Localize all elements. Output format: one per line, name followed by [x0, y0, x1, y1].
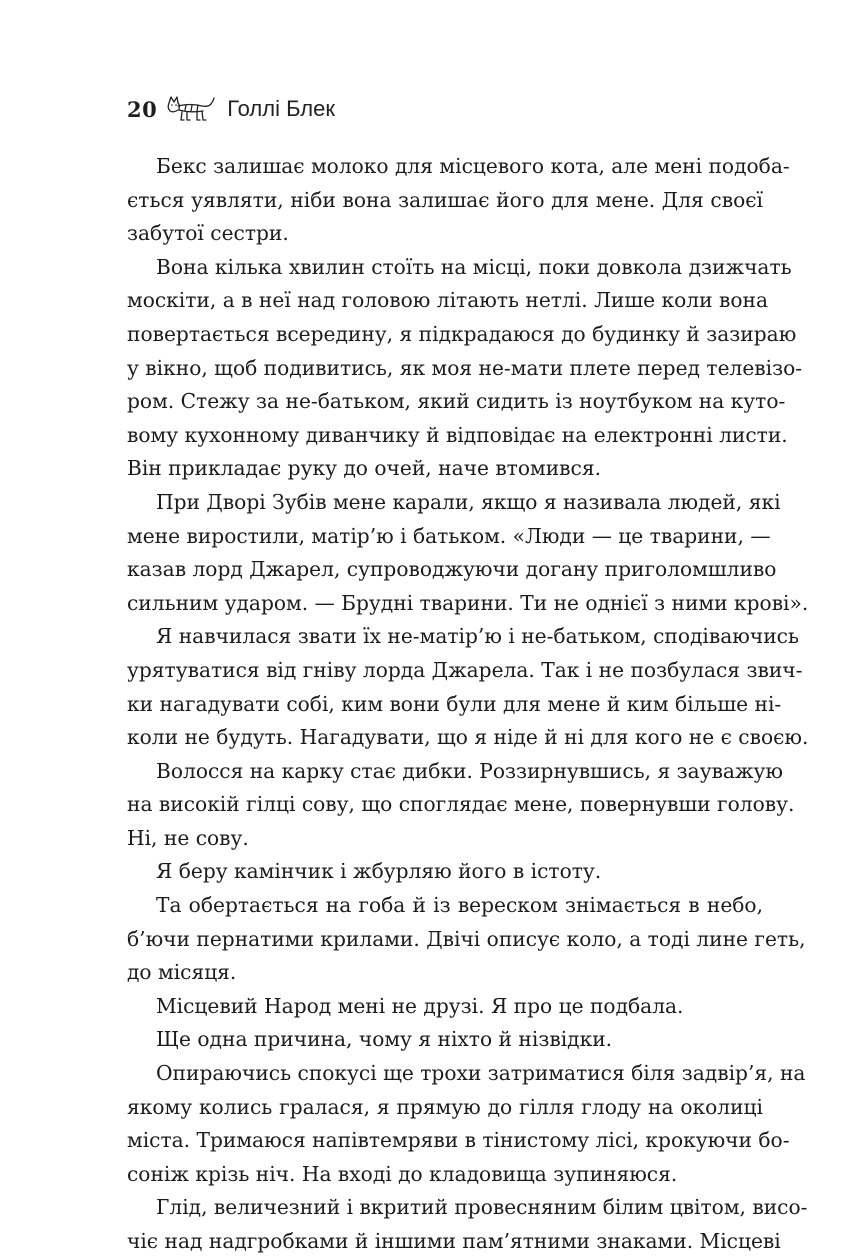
text-line: ром. Стежу за не-батьком, який сидить із ноутбуком на куто- [127, 389, 786, 414]
text-line: Ще одна причина, чому я ніхто й нізвідки. [156, 1027, 613, 1052]
paragraph [127, 889, 806, 990]
paragraph [127, 1191, 808, 1258]
text-line: Волосся на карку стає дибки. Роззирнувшись, я зауважую [156, 758, 783, 783]
text-line: Я беру камінчик і жбурляю його в істоту. [156, 859, 602, 884]
text-line: повертається всередину, я підкрадаюся до будинку й зазираю [127, 321, 797, 346]
text-line: Бекс залишає молоко для місцевого кота, але мені подоба- [156, 154, 790, 178]
author-name: Голлі Блек [227, 96, 335, 121]
page-number: 20 [127, 96, 158, 122]
text-line: до місяця. [127, 960, 237, 985]
paragraph [127, 855, 763, 889]
text-line: коли не будуть. Нагадувати, що я ніде й ні для кого не є своєю. [127, 725, 809, 750]
text-line: Глід, величезний і вкритий провесняним білим цвітом, висо- [156, 1195, 808, 1220]
text-line: Місцевий Народ мені не друзі. Я про це подбала. [156, 993, 684, 1018]
running-head [127, 92, 335, 126]
text-line: москіти, а в неї над головою літають нетлі. Лише коли вона [127, 288, 768, 313]
paragraph [127, 251, 803, 486]
paragraph [127, 486, 809, 620]
paragraph [127, 150, 790, 251]
text-line: якому колись гралася, я прямую до гілля глоду на околиці [127, 1094, 763, 1119]
text-line: урятуватися від гніву лорда Джарела. Так і не позбулася звич- [127, 657, 803, 682]
text-line: Він прикладає руку до очей, наче втомився. [127, 456, 601, 481]
body-text [127, 150, 809, 1259]
text-line: у вікно, щоб подивитись, як моя не-мати плете перед телевізо- [127, 355, 803, 380]
text-line: При Дворі Зубів мене карали, якщо я називала людей, які [156, 489, 781, 514]
text-line: Та обертається на гоба й із вереском знімається в небо, [156, 893, 763, 918]
text-line: казав лорд Джарел, супроводжуючи догану приголомшливо [127, 557, 777, 582]
text-line: Я навчилася звати їх не-матір’ю і не-батьком, сподіваючись [156, 624, 799, 649]
text-line: на високій гілці сову, що споглядає мене, повернувши голову. [127, 792, 795, 817]
text-line: забутої сестри. [127, 221, 289, 246]
text-line: Опираючись спокусі ще трохи затриматися біля задвір’я, на [156, 1061, 806, 1086]
text-line: чіє над надгробками й іншими пам’ятними знаками. Місцеві [127, 1229, 781, 1253]
paragraph [127, 755, 795, 856]
text-line: Вона кілька хвилин стоїть на місці, поки довкола дзижчать [156, 254, 792, 279]
paragraph [127, 620, 809, 754]
paragraph [127, 1023, 763, 1057]
text-line: вому кухонному диванчику й відповідає на електронні листи. [127, 422, 788, 447]
text-line: міста. Тримаюся напівтемряви в тінистому лісі, крокуючи бо- [127, 1128, 790, 1153]
text-line: Ні, не сову. [127, 825, 249, 850]
text-line: б’ючи пернатими крилами. Двічі описує коло, а тоді лине геть, [127, 926, 806, 951]
text-line: соніж крізь ніч. На вході до кладовища зупиняюся. [127, 1161, 678, 1186]
text-line: ється уявляти, ніби вона залишає його для мене. Для своєї [127, 187, 763, 212]
text-line: ки нагадувати собі, ким вони були для мене й ким більше ні- [127, 691, 782, 716]
paragraph [127, 1057, 806, 1191]
cat-icon [166, 94, 216, 124]
paragraph [127, 990, 763, 1024]
text-line: сильним ударом. — Брудні тварини. Ти не однієї з ними крові». [127, 590, 809, 615]
text-line: мене виростили, матір’ю і батьком. «Люди — це тварини, — [127, 523, 771, 548]
